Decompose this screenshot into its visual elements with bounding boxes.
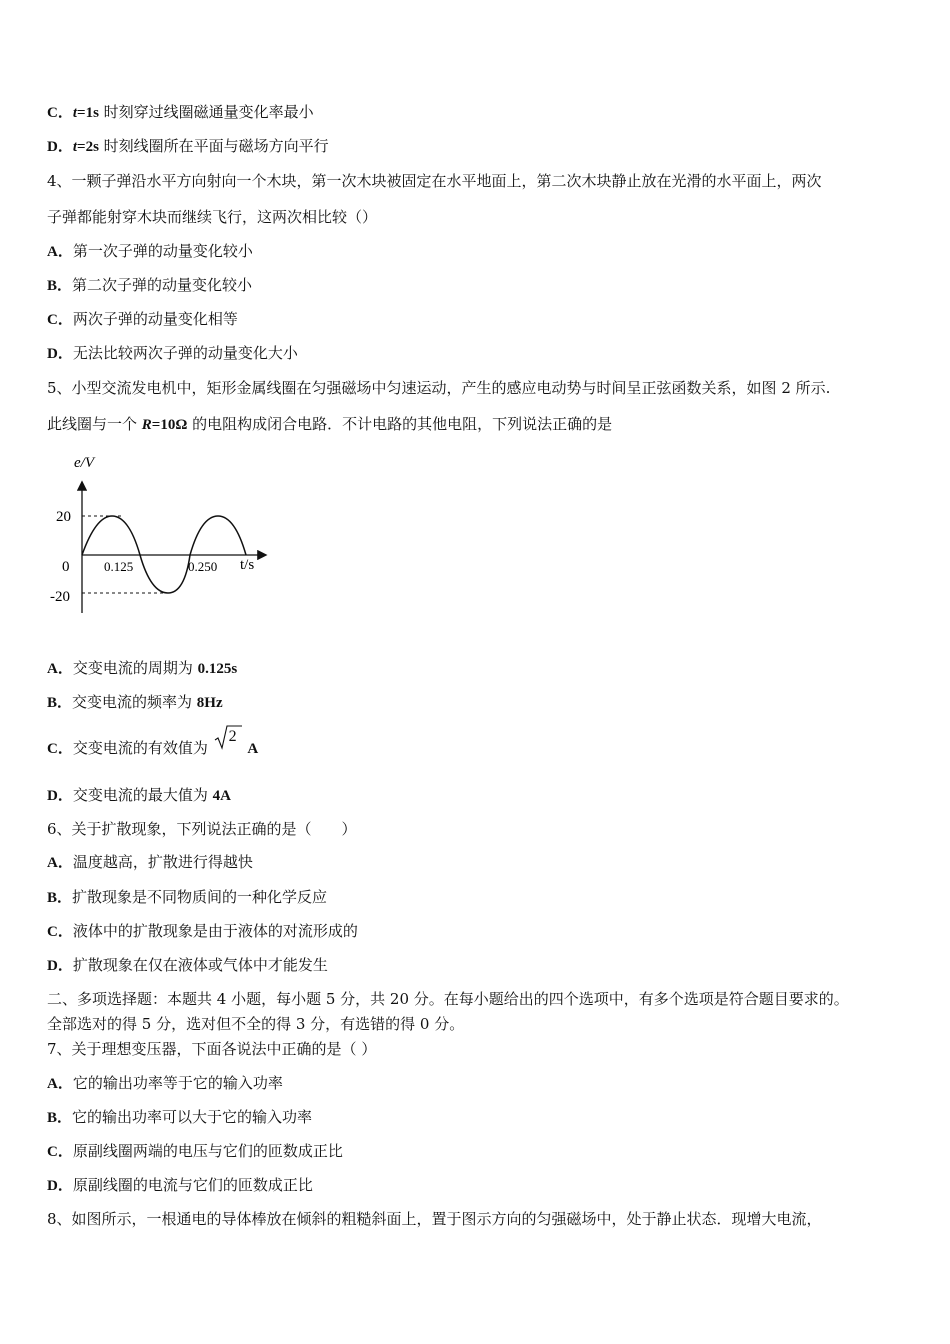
sqrt-expression: 2 <box>213 738 243 758</box>
section2-instructions-line2: 全部选对的得 5 分，选对但不全的得 3 分，有选错的得 0 分。 <box>47 1015 465 1033</box>
y-tick-20: 20 <box>56 509 71 525</box>
q4-option-a: A．第一次子弹的动量变化较小 <box>47 242 253 260</box>
q4-option-d: D．无法比较两次子弹的动量变化大小 <box>47 344 298 362</box>
q5-option-a: A．交变电流的周期为 0.125s <box>47 659 238 677</box>
q8-stem: 8、如图所示，一根通电的导体棒放在倾斜的粗糙斜面上，置于图示方向的匀强磁场中，处于静止状态．现增大电流， <box>47 1210 822 1228</box>
q3-option-d: D．t=2s 时刻线圈所在平面与磁场方向平行 <box>47 137 329 155</box>
section2-instructions-line1: 二、多项选择题：本题共 4 小题，每小题 5 分，共 20 分。在每小题给出的四个选项中，有多个选项是符合题目要求的。 <box>47 990 849 1008</box>
origin-label: 0 <box>62 559 70 575</box>
q5-option-d: D．交变电流的最大值为 4A <box>47 786 231 804</box>
q6-option-a: A．温度越高，扩散进行得越快 <box>47 853 253 871</box>
x-tick-0125: 0.125 <box>104 559 134 574</box>
q4-stem-line1: 4、一颗子弹沿水平方向射向一个木块，第一次木块被固定在水平地面上，第二次木块静止放在光滑的水平面上，两次 <box>47 172 822 190</box>
emf-time-graph <box>40 445 280 620</box>
q6-option-c: C．液体中的扩散现象是由于液体的对流形成的 <box>47 922 358 940</box>
q7-option-a: A．它的输出功率等于它的输入功率 <box>47 1074 283 1092</box>
q4-option-c: C．两次子弹的动量变化相等 <box>47 310 238 328</box>
q6-stem: 6、关于扩散现象，下列说法正确的是（ ） <box>47 820 357 838</box>
q5-stem-line1: 5、小型交流发电机中，矩形金属线圈在匀强磁场中匀速运动，产生的感应电动势与时间呈正弦函数关系，如图 2 所示. <box>47 379 831 397</box>
q7-option-c: C．原副线圈两端的电压与它们的匝数成正比 <box>47 1142 343 1160</box>
q4-stem-line2: 子弹都能射穿木块而继续飞行，这两次相比较（） <box>47 208 378 226</box>
y-tick-neg20: -20 <box>50 589 70 605</box>
q7-option-d: D．原副线圈的电流与它们的匝数成正比 <box>47 1176 313 1194</box>
q5-option-b: B．交变电流的频率为 8Hz <box>47 693 223 711</box>
y-axis-label: e/V <box>74 455 94 471</box>
sqrt-sign <box>213 724 243 752</box>
q4-option-b: B．第二次子弹的动量变化较小 <box>47 276 253 294</box>
q6-option-b: B．扩散现象是不同物质间的一种化学反应 <box>47 888 328 906</box>
q7-stem: 7、关于理想变压器，下面各说法中正确的是（ ） <box>47 1040 377 1058</box>
q5-stem-line2: 此线圈与一个 R=10Ω 的电阻构成闭合电路．不计电路的其他电阻，下列说法正确的是 <box>47 415 613 433</box>
q6-option-d: D．扩散现象在仅在液体或气体中才能发生 <box>47 956 328 974</box>
q5-option-c: C．交变电流的有效值为 2 A <box>47 738 258 759</box>
q3-option-c: C．t=1s 时刻穿过线圈磁通量变化率最小 <box>47 103 314 121</box>
x-tick-0250: 0.250 <box>188 559 218 574</box>
q7-option-b: B．它的输出功率可以大于它的输入功率 <box>47 1108 313 1126</box>
x-axis-label: t/s <box>240 557 255 573</box>
